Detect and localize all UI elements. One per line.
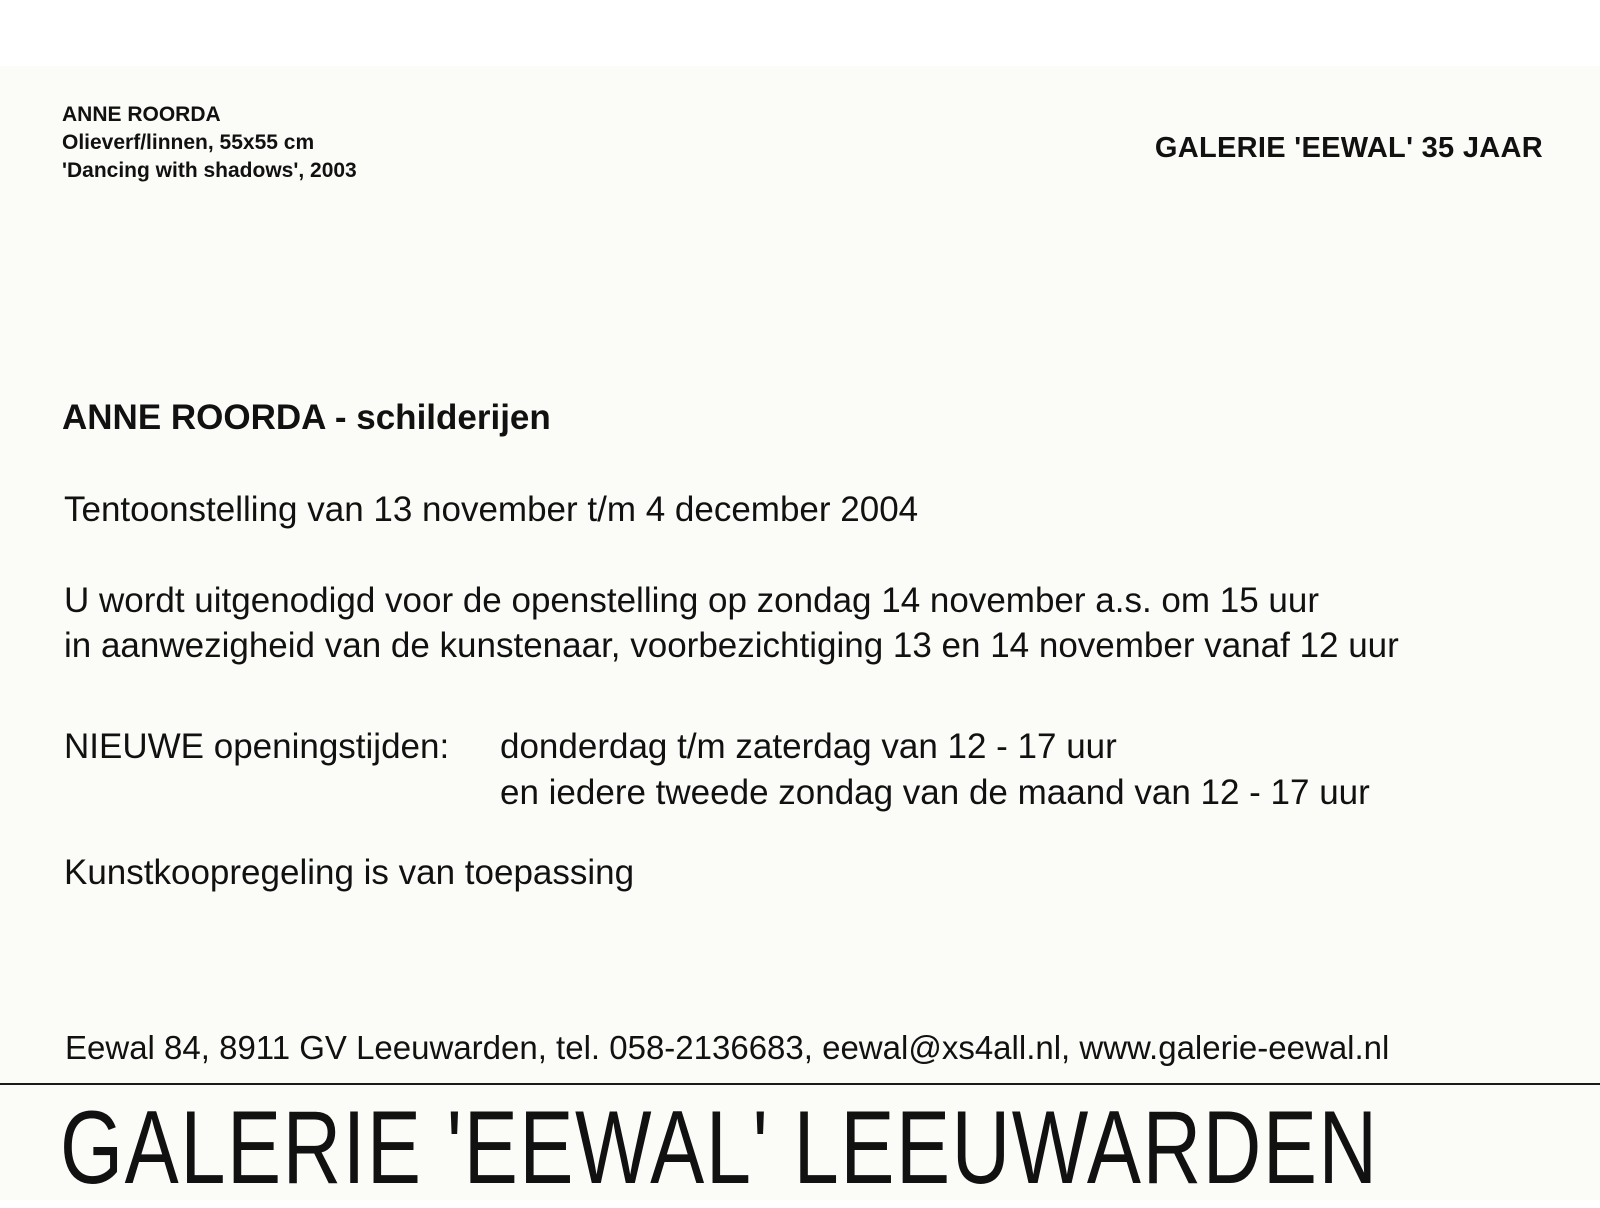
contact-line: Eewal 84, 8911 GV Leeuwarden, tel. 058-2136683, eewal@xs4all.nl, www.galerie-eewal.nl: [65, 1029, 1390, 1066]
anniversary-heading: GALERIE 'EEWAL' 35 JAAR: [1154, 132, 1543, 164]
art-purchase-note: Kunstkoopregeling is van toepassing: [64, 853, 635, 892]
caption-medium: Olieverf/linnen, 55x55 cm: [62, 131, 315, 154]
caption-artist: ANNE ROORDA: [62, 103, 221, 126]
gallery-masthead: GALERIE 'EEWAL' LEEUWARDEN: [60, 1090, 1379, 1206]
invitation-line-1: U wordt uitgenodigd voor de openstelling op zondag 14 november a.s. om 15 uur: [64, 581, 1319, 620]
artwork-caption: [62, 101, 357, 185]
opening-hours-label: NIEUWE openingstijden:: [64, 727, 450, 766]
invitation-line-2: in aanwezigheid van de kunstenaar, voorbezichtiging 13 en 14 november vanaf 12 uur: [64, 626, 1399, 665]
opening-hours-line-2: en iedere tweede zondag van de maand van 12 - 17 uur: [500, 773, 1370, 812]
opening-hours-line-1: donderdag t/m zaterdag van 12 - 17 uur: [500, 727, 1117, 766]
exhibition-title: ANNE ROORDA - schilderijen: [62, 398, 551, 437]
caption-title: 'Dancing with shadows', 2003: [62, 159, 357, 182]
exhibition-dates: Tentoonstelling van 13 november t/m 4 december 2004: [64, 490, 919, 529]
divider: [0, 1083, 1600, 1085]
